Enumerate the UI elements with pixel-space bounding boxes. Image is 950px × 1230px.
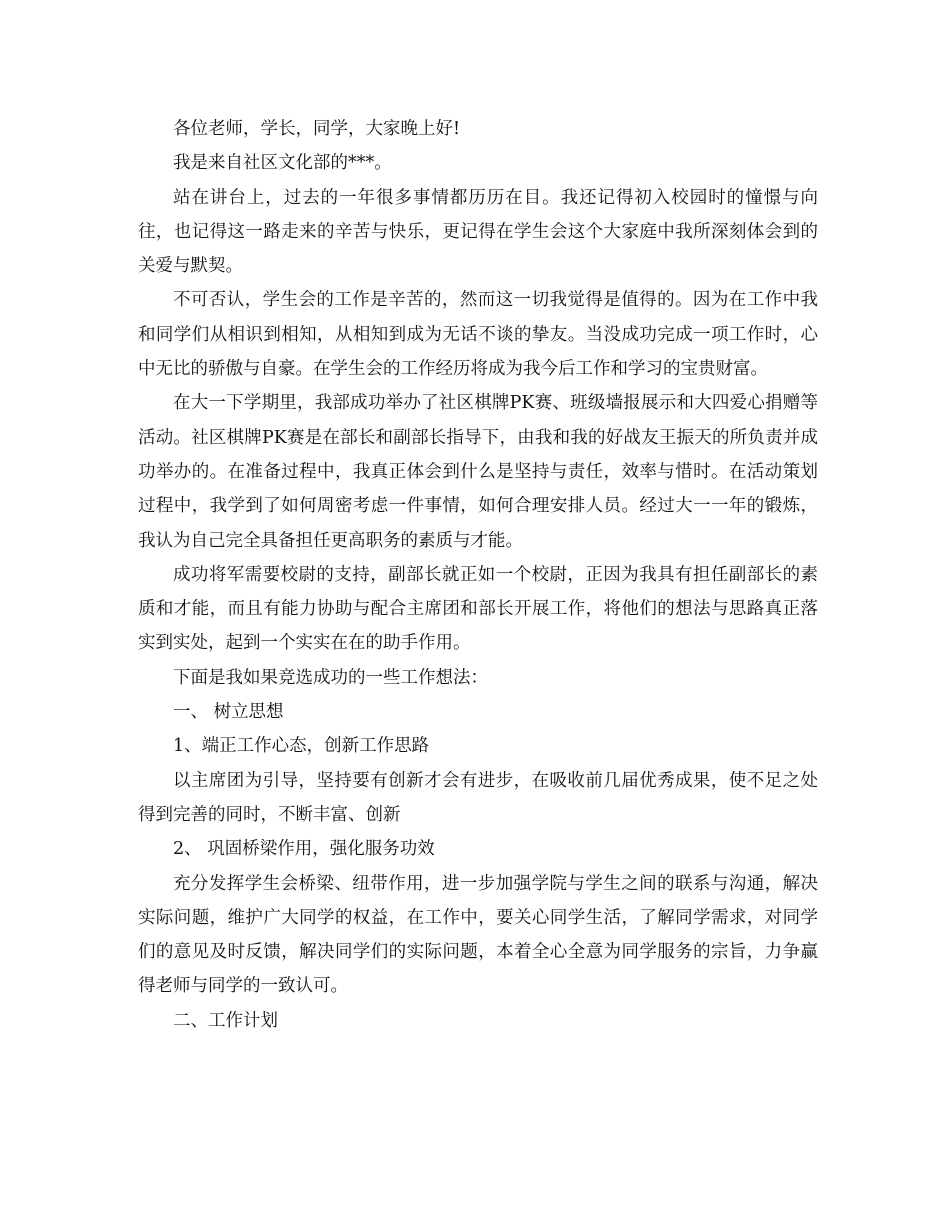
- body-paragraph: 以主席团为引导，坚持要有创新才会有进步，在吸收前几届优秀成果，使不足之处得到完善的同时，不断丰富、创新: [138, 770, 818, 825]
- subsection-heading: 1、端正工作心态，创新工作思路: [173, 736, 430, 757]
- section-heading: 一、 树立思想: [173, 702, 284, 723]
- subsection-heading: 2、 巩固桥梁作用，强化服务功效: [173, 839, 435, 860]
- body-paragraph: 在大一下学期里，我部成功举办了社区棋牌PK赛、班级墙报展示和大四爱心捐赠等活动。社区棋牌PK赛是在部长和副部长指导下，由我和我的好战友王振天的所负责并成功举办的。在准备过程中，我真正体会到什么是坚持与责任，效率与惜时。在活动策划过程中，我学到了如何周密考虑一件事情，如何合理安排人员。经过大一一年的锻炼，我认为自己完全具备担任更高职务的素质与才能。: [138, 393, 818, 551]
- greeting-paragraph: 各位老师，学长，同学，大家晚上好!: [173, 119, 461, 139]
- body-paragraph: 充分发挥学生会桥梁、纽带作用，进一步加强学院与学生之间的联系与沟通，解决实际问题，维护广大同学的权益，在工作中，要关心同学生活，了解同学需求，对同学们的意见及时反馈，解决同学们的实际问题，本着全心全意为同学服务的宗旨，力争赢得老师与同学的一致认可。: [138, 873, 818, 997]
- section-heading: 二、工作计划: [173, 1010, 278, 1031]
- body-paragraph: 成功将军需要校尉的支持，副部长就正如一个校尉，正因为我具有担任副部长的素质和才能，而且有能力协助与配合主席团和部长开展工作，将他们的想法与思路真正落实到实处，起到一个实实在在的助手作用。: [138, 564, 818, 654]
- body-paragraph: 不可否认，学生会的工作是辛苦的，然而这一切我觉得是值得的。因为在工作中我和同学们从相识到相知，从相知到成为无话不谈的挚友。当没成功完成一项工作时，心中无比的骄傲与自豪。在学生会的工作经历将成为我今后工作和学习的宝贵财富。: [138, 290, 818, 380]
- body-paragraph: 下面是我如果竞选成功的一些工作想法：: [173, 667, 488, 688]
- intro-paragraph: 我是来自社区文化部的***。: [173, 153, 392, 174]
- document-body: [138, 112, 818, 1038]
- body-paragraph: 站在讲台上，过去的一年很多事情都历历在目。我还记得初入校园时的憧憬与向往，也记得这一路走来的辛苦与快乐，更记得在学生会这个大家庭中我所深刻体会到的关爱与默契。: [138, 187, 818, 277]
